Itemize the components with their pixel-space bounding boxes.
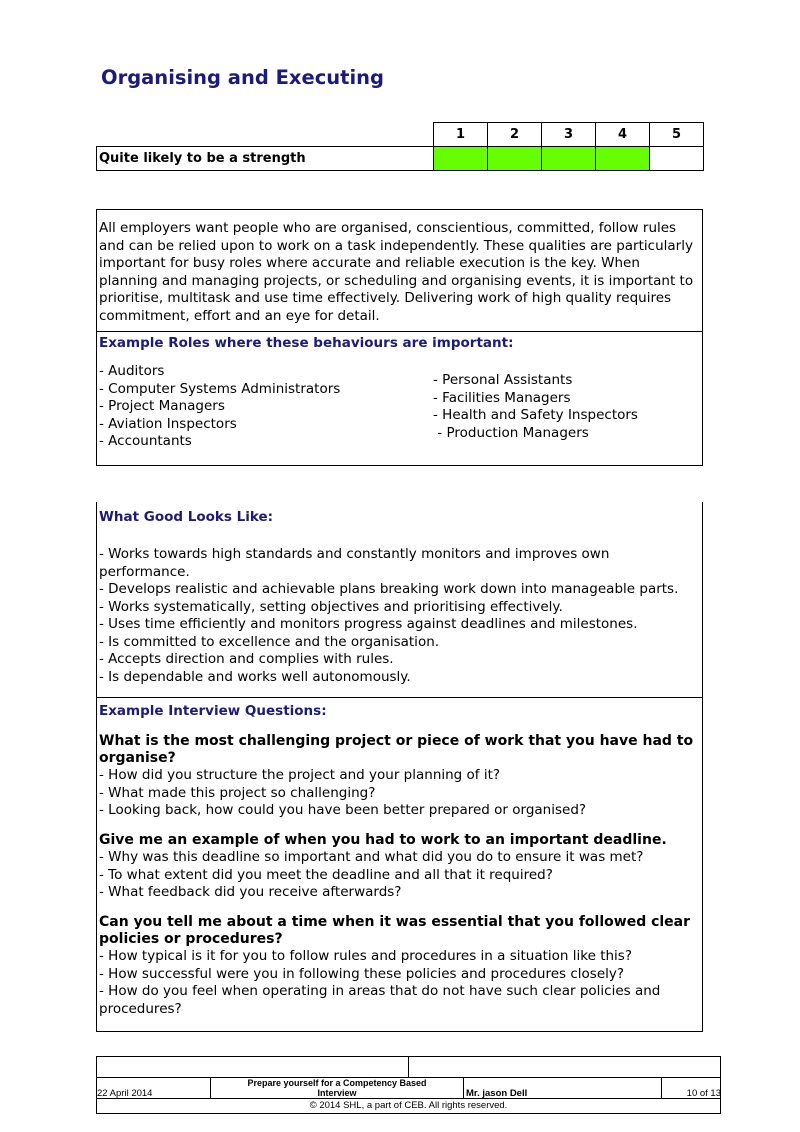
footer-doc-title — [210, 1078, 464, 1098]
role-item: - Auditors — [99, 363, 165, 379]
intro-line: All employers want people who are organised, conscientious, committed, follow rules — [99, 220, 677, 236]
question-followup: - How did you structure the project and your planning of it? — [99, 767, 501, 783]
good-item: - Accepts direction and complies with rules. — [99, 651, 394, 667]
rating-scale-1: 1 — [434, 123, 488, 147]
question-title: Give me an example of when you had to work to an important deadline. — [99, 832, 667, 848]
intro-line: important for busy roles where accurate and reliable execution is the key. When — [99, 255, 640, 271]
footer-copyright: © 2014 SHL, a part of CEB. All rights reserved. — [309, 1100, 508, 1111]
role-item: - Computer Systems Administrators — [99, 380, 341, 397]
role-item: - Accountants — [99, 433, 192, 449]
question-title: policies or procedures? — [99, 931, 283, 947]
good-item: - Works towards high standards and constantly monitors and improves own — [99, 546, 610, 562]
rating-cell-3 — [542, 147, 596, 171]
question-followup: - How typical is it for you to follow rules and procedures in a situation like this? — [99, 948, 633, 964]
rating-cell-5 — [650, 147, 704, 171]
question-followup: - Looking back, how could you have been better prepared or organised? — [99, 802, 587, 818]
rating-scale-5: 5 — [650, 123, 704, 147]
rating-scale-4: 4 — [596, 123, 650, 147]
intro-line: commitment, effort and an eye for detail. — [99, 307, 380, 324]
question-followup: - How successful were you in following these policies and procedures closely? — [99, 965, 625, 982]
section-divider — [97, 697, 702, 698]
question-followup: - Why was this deadline so important and what did you do to ensure it was met? — [99, 849, 644, 865]
question-followup: - What feedback did you receive afterwards? — [99, 884, 402, 900]
good-item: - Is committed to excellence and the organisation. — [99, 633, 440, 650]
footer-cell — [408, 1056, 721, 1078]
footer-doc-title-line: Interview — [317, 1088, 357, 1098]
rating-label: Quite likely to be a strength — [97, 147, 434, 171]
rating-scale-row — [97, 123, 704, 147]
intro-section — [96, 209, 703, 466]
good-item: - Develops realistic and achievable plans breaking work down into manageable parts. — [99, 581, 679, 597]
question-followup: - How do you feel when operating in areas that do not have such clear policies and — [99, 983, 661, 999]
role-item: - Production Managers — [433, 424, 589, 441]
question-followup: procedures? — [99, 1000, 182, 1017]
rating-result-row — [97, 147, 704, 171]
footer-author: Mr. jason Dell — [466, 1088, 528, 1099]
intro-line: prioritise, multitask and use time effectively. Delivering work of high quality requires — [99, 290, 672, 306]
good-heading: What Good Looks Like: — [99, 509, 274, 525]
footer-date: 22 April 2014 — [97, 1088, 153, 1099]
question-title: organise? — [99, 750, 176, 766]
roles-heading: Example Roles where these behaviours are important: — [99, 335, 514, 351]
section-divider — [97, 331, 702, 332]
roles-list-right — [433, 372, 638, 442]
intro-line: and can be relied upon to work on a task independently. These qualities are particularly — [99, 237, 693, 254]
footer-cell — [96, 1056, 409, 1078]
page-footer — [96, 1056, 721, 1114]
role-item: - Aviation Inspectors — [99, 415, 237, 432]
question-block — [99, 733, 699, 820]
roles-list-left — [99, 363, 340, 451]
footer-page-number: 10 of 13 — [686, 1088, 721, 1099]
rating-scale-2: 2 — [488, 123, 542, 147]
question-block — [99, 832, 699, 902]
question-title: Can you tell me about a time when it was essential that you followed clear — [99, 914, 691, 930]
role-item: - Personal Assistants — [433, 372, 573, 388]
good-list — [99, 546, 699, 686]
good-item: - Uses time efficiently and monitors progress against deadlines and milestones. — [99, 616, 638, 632]
role-item: - Project Managers — [99, 398, 225, 414]
intro-paragraph — [99, 220, 699, 325]
role-item: - Health and Safety Inspectors — [433, 407, 638, 423]
footer-doc-title-line: Prepare yourself for a Competency Based — [247, 1078, 427, 1088]
good-item: - Works systematically, setting objectives and prioritising effectively. — [99, 598, 563, 615]
question-title: What is the most challenging project or piece of work that you have had to — [99, 733, 694, 749]
rating-table — [96, 122, 704, 171]
good-item: performance. — [99, 563, 190, 580]
role-item: - Facilities Managers — [433, 389, 571, 406]
rating-empty-cell — [97, 123, 434, 147]
question-followup: - To what extent did you meet the deadline and all that it required? — [99, 866, 553, 883]
rating-cell-4 — [596, 147, 650, 171]
question-followup: - What made this project so challenging? — [99, 784, 376, 801]
interview-heading: Example Interview Questions: — [99, 703, 327, 719]
intro-line: planning and managing projects, or scheduling and organising events, it is important to — [99, 272, 694, 289]
page-title: Organising and Executing — [101, 66, 384, 89]
behaviours-section — [96, 502, 703, 1032]
rating-cell-1 — [434, 147, 488, 171]
rating-scale-3: 3 — [542, 123, 596, 147]
good-item: - Is dependable and works well autonomously. — [99, 668, 411, 685]
rating-cell-2 — [488, 147, 542, 171]
question-block — [99, 914, 699, 1018]
